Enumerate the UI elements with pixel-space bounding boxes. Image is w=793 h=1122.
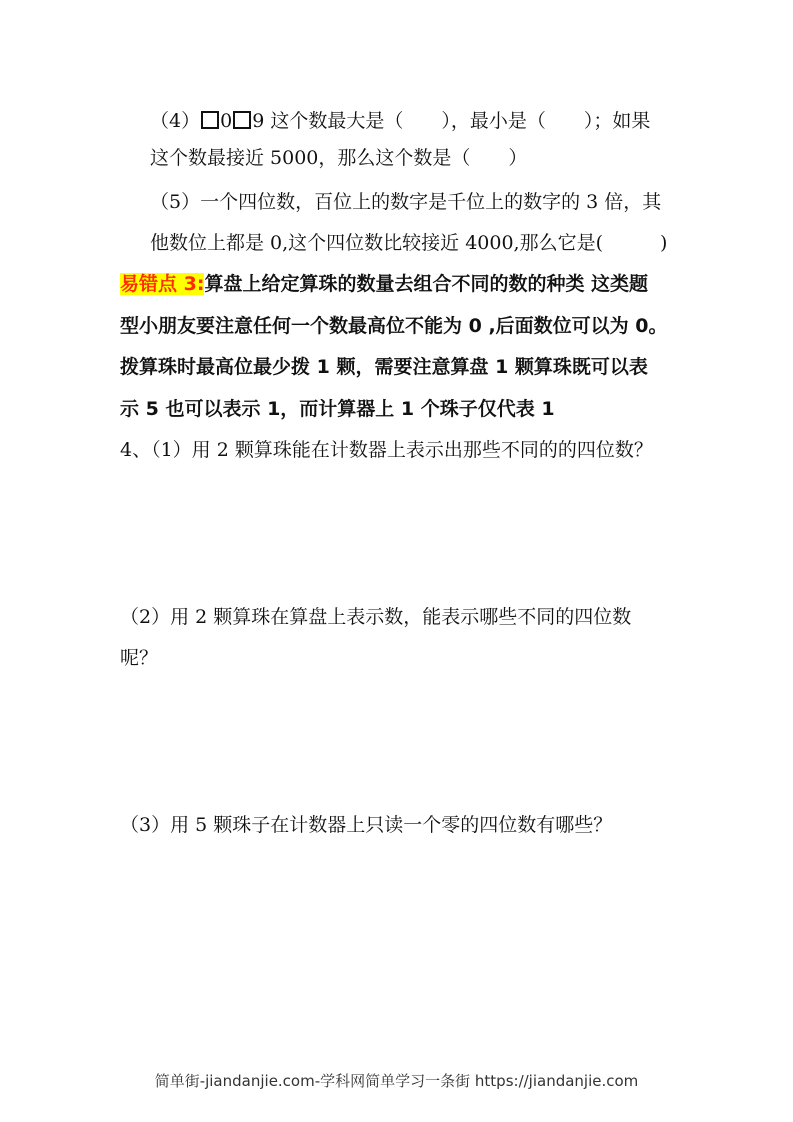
question-4-2-line1: （2）用 2 颗算珠在算盘上表示数，能表示哪些不同的四位数: [120, 606, 632, 628]
tip-line3: 拨算珠时最高位最少拨 1 颗，需要注意算盘 1 颗算珠既可以表: [120, 356, 648, 378]
tip-line2: 型小朋友要注意任何一个数最高位不能为 0 ,后面数位可以为 0。: [120, 315, 668, 337]
blank-box: [201, 111, 219, 129]
question-4-3: （3）用 5 颗珠子在计数器上只读一个零的四位数有哪些？: [120, 814, 613, 836]
question-4-1: 4、（1）用 2 颗算珠能在计数器上表示出那些不同的的四位数？: [120, 439, 653, 461]
question-text: 9 这个数最大是（ ），最小是（ ）；如果: [252, 110, 651, 132]
tip-text: 算盘上给定算珠的数量去组合不同的数的种类 这类题: [204, 273, 649, 295]
question-4-2-line2: 呢？: [120, 647, 159, 669]
tip-line4: 示 5 也可以表示 1，而计算器上 1 个珠子仅代表 1: [120, 398, 555, 420]
digit-middle: 0: [220, 110, 233, 132]
question-4-4-line2: 这个数最接近 5000，那么这个数是（ ）: [150, 147, 528, 169]
tip-line1: [120, 270, 648, 298]
question-4-4-line1: [150, 108, 650, 134]
page-footer: 简单街-jiandanjie.com-学科网简单学习一条街 https://jiandanjie.com: [154, 1072, 639, 1090]
blank-box: [233, 111, 251, 129]
tip-badge: 易错点 3:: [120, 273, 205, 295]
question-label: （4）: [150, 110, 201, 132]
question-4-5-line2: 他数位上都是 0,这个四位数比较接近 4000,那么它是( ): [150, 232, 668, 254]
question-4-5-line1: （5）一个四位数，百位上的数字是千位上的数字的 3 倍，其: [150, 191, 662, 213]
